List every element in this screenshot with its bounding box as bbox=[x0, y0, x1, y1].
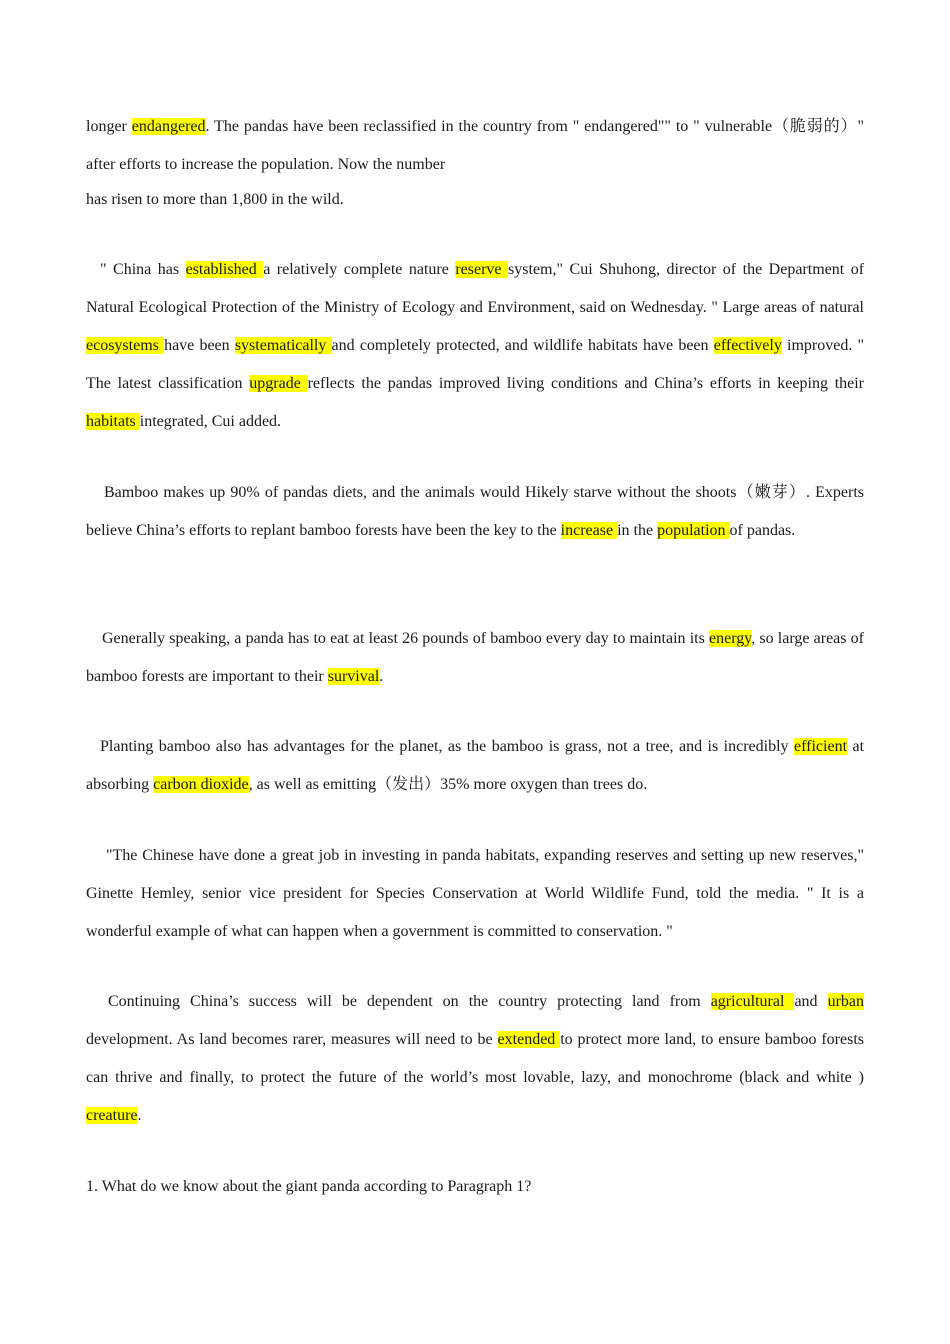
text-run: "The Chinese have done a great job in investing in panda habitats, expanding reserves and setting up new reserves," Ginette Hemley, senior vice president for Species Conservation at World Wildlife Fund, told the media. " It is a wonderful example of what can happen when a government is committed to conservation. " bbox=[86, 847, 864, 940]
paragraph-1-last-line: has risen to more than 1,800 in the wild. bbox=[86, 191, 344, 208]
text-run: and completely protected, and wildlife habitats have been bbox=[331, 337, 714, 354]
text-run: reflects the pandas improved living conditions and China’s efforts in keeping their bbox=[307, 375, 865, 392]
text-run: and bbox=[794, 993, 828, 1010]
highlighted-word: agricultural bbox=[710, 993, 795, 1010]
question-1: 1. What do we know about the giant panda according to Paragraph 1? bbox=[86, 1178, 532, 1195]
text-run: a relatively complete nature bbox=[263, 261, 456, 278]
highlighted-word: upgrade bbox=[249, 375, 308, 392]
paragraph-3 bbox=[86, 474, 864, 550]
highlighted-word: reserve bbox=[455, 261, 509, 278]
highlighted-word: effectively bbox=[713, 337, 782, 354]
highlighted-word: systematically bbox=[234, 337, 332, 354]
text-run: at absorbing bbox=[86, 738, 865, 793]
highlighted-word: urban bbox=[827, 993, 865, 1010]
highlighted-word: extended bbox=[497, 1031, 561, 1048]
highlighted-word: energy bbox=[709, 630, 752, 647]
highlighted-word: habitats bbox=[86, 413, 140, 430]
text-run: . The pandas have been reclassified in the country from " endangered"" to " vulnerable（脆弱的）" after efforts to increase the population. Now the number bbox=[86, 118, 865, 173]
text-run: improved. " The latest classification bbox=[86, 337, 865, 392]
text-run: Generally speaking, a panda has to eat at least 26 pounds of bamboo every day to maintain its bbox=[102, 630, 709, 647]
text-run: system," Cui Shuhong, director of the Department of Natural Ecological Protection of the Ministry of Ecology and Environment, said on Wednesday. " Large areas of natural bbox=[86, 261, 865, 316]
highlighted-word: increase bbox=[560, 522, 618, 539]
text-run: integrated, Cui added. bbox=[139, 413, 282, 430]
highlighted-word: efficient bbox=[794, 738, 848, 755]
text-run: , so large areas of bamboo forests are important to their bbox=[86, 630, 865, 685]
text-run: " China has bbox=[100, 261, 186, 278]
highlighted-word: survival bbox=[327, 668, 380, 685]
highlighted-word: ecosystems bbox=[86, 337, 165, 354]
text-run: , as well as emitting（发出）35% more oxygen than trees do. bbox=[248, 776, 648, 793]
paragraph-2 bbox=[86, 251, 864, 441]
text-run: to protect more land, to ensure bamboo forests can thrive and finally, to protect the future of the world’s most lovable, lazy, and monochrome (black and white ) bbox=[86, 1031, 865, 1086]
text-run: . bbox=[379, 668, 384, 685]
paragraph-4 bbox=[86, 620, 864, 696]
text-run: in the bbox=[617, 522, 658, 539]
text-run: have been bbox=[164, 337, 235, 354]
highlighted-word: established bbox=[185, 261, 264, 278]
highlighted-word: endangered bbox=[131, 118, 206, 135]
highlighted-word: carbon dioxide bbox=[153, 776, 249, 793]
text-run: Continuing China’s success will be dependent on the country protecting land from bbox=[108, 993, 711, 1010]
paragraph-5 bbox=[86, 728, 864, 804]
text-run: of pandas. bbox=[729, 522, 796, 539]
paragraph-1 bbox=[86, 108, 864, 184]
highlighted-word: creature bbox=[86, 1107, 138, 1124]
highlighted-word: population bbox=[657, 522, 730, 539]
text-run: longer bbox=[86, 118, 132, 135]
text-run: . bbox=[137, 1107, 142, 1124]
text-run: Planting bamboo also has advantages for the planet, as the bamboo is grass, not a tree, and is incredibly bbox=[100, 738, 794, 755]
text-run: Bamboo makes up 90% of pandas diets, and the animals would Hikely starve without the shoots（嫩芽）. Experts believe China’s efforts to replant bamboo forests have been the key to the bbox=[86, 484, 864, 539]
text-run: development. As land becomes rarer, measures will need to be bbox=[86, 1031, 498, 1048]
paragraph-6 bbox=[86, 837, 864, 951]
paragraph-7 bbox=[86, 983, 864, 1135]
